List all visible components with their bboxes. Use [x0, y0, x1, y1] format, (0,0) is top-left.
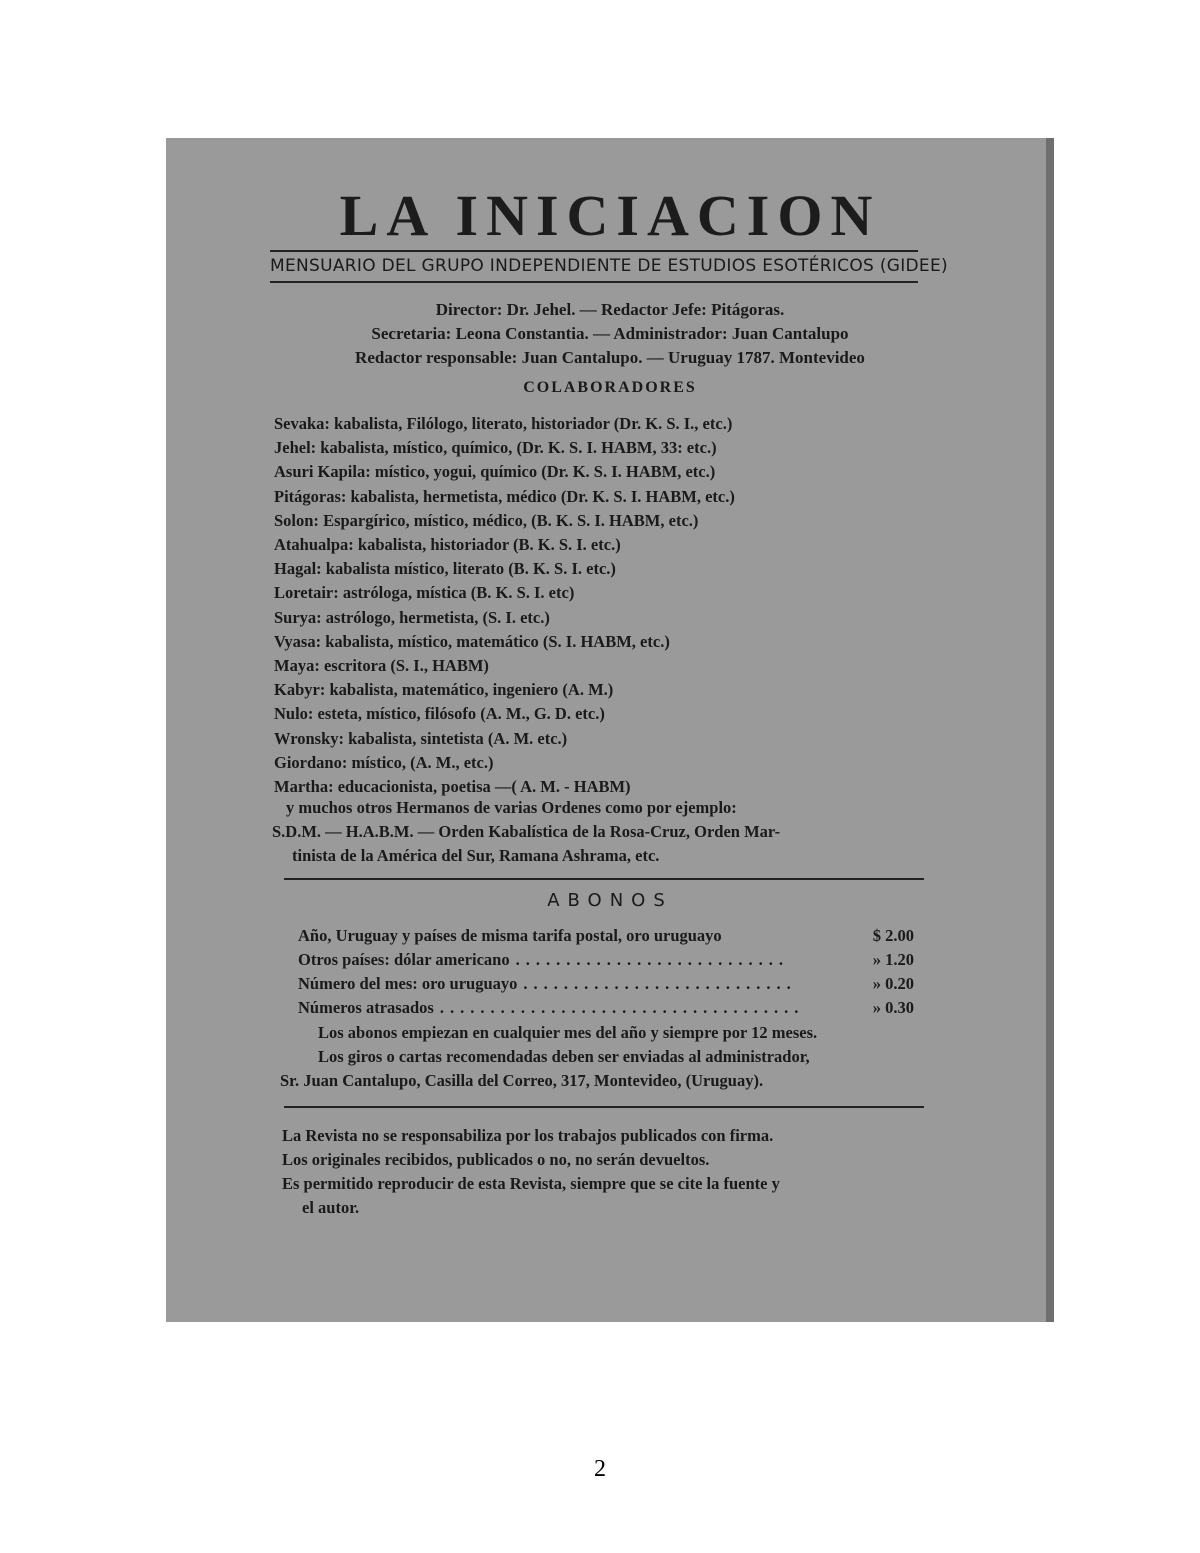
- disclaimer-line: La Revista no se responsabiliza por los trabajos publicados con firma.: [282, 1126, 774, 1145]
- abonos-note: Los abonos empiezan en cualquier mes del año y siempre por 12 meses.: [318, 1023, 818, 1042]
- price-row: [298, 948, 914, 972]
- colaborador-desc: astrólogo, hermetista, (S. I. etc.): [325, 607, 550, 627]
- list-item: [274, 654, 974, 678]
- colaborador-desc: educacionista, poetisa —( A. M. - HABM): [337, 777, 631, 797]
- colaborador-desc: místico, yogui, químico (Dr. K. S. I. HABM, etc.): [374, 462, 716, 482]
- colaborador-desc: escritora (S. I., HABM): [323, 656, 489, 676]
- colaborador-name: Pitágoras:: [274, 486, 347, 506]
- colaborador-desc: astróloga, mística (B. K. S. I. etc): [342, 583, 575, 603]
- list-item: [274, 460, 974, 484]
- colaboradores-list: [274, 412, 974, 799]
- staff-block: [166, 298, 1054, 370]
- colaborador-name: Hagal:: [274, 559, 322, 579]
- colaborador-desc: místico, (A. M., etc.): [351, 752, 494, 772]
- masthead-subtitle: MENSUARIO DEL GRUPO INDEPENDIENTE DE ESTUDIOS ESOTÉRICOS (GIDEE): [270, 256, 948, 276]
- masthead-rule-bottom: [270, 281, 918, 283]
- abonos-note: Los giros o cartas recomendadas deben ser enviadas al administrador,: [318, 1047, 810, 1066]
- list-item: [274, 727, 974, 751]
- colaborador-name: Vyasa:: [274, 631, 322, 651]
- ordenes-line: tinista de la América del Sur, Ramana Ashrama, etc.: [292, 846, 660, 865]
- colaborador-name: Sevaka:: [274, 414, 330, 433]
- colaborador-desc: kabalista, místico, químico, (Dr. K. S. I. HABM, 33: etc.): [320, 438, 717, 458]
- list-item: [274, 702, 974, 726]
- abonos-notes: [280, 1021, 940, 1093]
- price-value: » 1.20: [872, 950, 914, 969]
- price-label: Números atrasados: [298, 998, 434, 1017]
- section-divider: [284, 878, 924, 880]
- ordenes-line: y muchos otros Hermanos de varias Ordenes como por ejemplo:: [286, 798, 737, 817]
- dot-leader: ....................................: [439, 998, 805, 1017]
- list-item: [274, 436, 974, 460]
- list-item: [274, 678, 974, 702]
- colaborador-name: Atahualpa:: [274, 535, 354, 555]
- list-item: [274, 581, 974, 605]
- list-item: [274, 412, 974, 436]
- page-number: 2: [594, 1456, 606, 1482]
- colaborador-desc: kabalista, Filólogo, literato, historiador (Dr. K. S. I., etc.): [334, 414, 733, 433]
- price-row: [298, 996, 914, 1020]
- price-value: » 0.30: [872, 998, 914, 1017]
- colaborador-name: Giordano:: [274, 752, 348, 772]
- list-item: [274, 509, 974, 533]
- price-value: » 0.20: [872, 974, 914, 993]
- disclaimer-line: Es permitido reproducir de esta Revista, siempre que se cite la fuente y: [282, 1174, 780, 1193]
- colaborador-name: Asuri Kapila:: [274, 462, 371, 482]
- dot-leader: ...........................: [515, 950, 789, 969]
- staff-line: Redactor responsable: Juan Cantalupo. — Uruguay 1787. Montevideo: [355, 348, 865, 367]
- colaboradores-heading: COLABORADORES: [523, 379, 697, 396]
- price-label: Año, Uruguay y países de misma tarifa postal, oro uruguayo: [298, 926, 722, 945]
- price-row: [298, 924, 914, 948]
- colaborador-name: Jehel:: [274, 438, 317, 458]
- price-row: [298, 972, 914, 996]
- staff-line: Secretaria: Leona Constantia. — Administrador: Juan Cantalupo: [371, 324, 849, 343]
- price-label: Otros países: dólar americano: [298, 950, 510, 969]
- colaborador-desc: kabalista, matemático, ingeniero (A. M.): [329, 680, 614, 700]
- ordenes-paragraph: [272, 796, 972, 868]
- colaborador-desc: Espargírico, místico, médico, (B. K. S. I. HABM, etc.): [323, 510, 699, 530]
- dot-leader: ...........................: [523, 974, 797, 993]
- abonos-price-list: [298, 924, 914, 1020]
- colaborador-desc: kabalista, sintetista (A. M. etc.): [348, 728, 568, 748]
- list-item: [274, 557, 974, 581]
- masthead-rule-top: [270, 250, 918, 252]
- colaborador-desc: kabalista, hermetista, médico (Dr. K. S. I. HABM, etc.): [350, 486, 735, 506]
- list-item: [274, 751, 974, 775]
- colaborador-name: Wronsky:: [274, 728, 344, 748]
- abonos-note: Sr. Juan Cantalupo, Casilla del Correo, 317, Montevideo, (Uruguay).: [280, 1071, 764, 1090]
- staff-line: Director: Dr. Jehel. — Redactor Jefe: Pitágoras.: [435, 300, 785, 319]
- colaborador-desc: kabalista, historiador (B. K. S. I. etc.): [357, 535, 621, 555]
- disclaimer-line: Los originales recibidos, publicados o no, no serán devueltos.: [282, 1150, 710, 1169]
- scanned-page: [166, 138, 1054, 1322]
- masthead-title: LA INICIACION: [339, 183, 881, 248]
- list-item: [274, 485, 974, 509]
- section-divider: [284, 1106, 924, 1108]
- colaborador-desc: esteta, místico, filósofo (A. M., G. D. etc.): [317, 704, 605, 724]
- colaborador-desc: kabalista, místico, matemático (S. I. HABM, etc.): [325, 631, 670, 651]
- list-item: [274, 606, 974, 630]
- colaborador-name: Martha:: [274, 777, 334, 797]
- ordenes-line: S.D.M. — H.A.B.M. — Orden Kabalística de la Rosa-Cruz, Orden Mar-: [272, 822, 781, 841]
- disclaimer-block: [282, 1124, 942, 1220]
- colaborador-name: Nulo:: [274, 704, 314, 724]
- abonos-heading: ABONOS: [547, 890, 673, 911]
- colaborador-name: Maya:: [274, 656, 320, 676]
- colaborador-desc: kabalista místico, literato (B. K. S. I. etc.): [325, 559, 616, 579]
- colaborador-name: Solon:: [274, 510, 319, 530]
- list-item: [274, 533, 974, 557]
- price-label: Número del mes: oro uruguayo: [298, 974, 518, 993]
- colaborador-name: Surya:: [274, 607, 322, 627]
- list-item: [274, 630, 974, 654]
- colaborador-name: Loretair:: [274, 583, 339, 603]
- disclaimer-line: el autor.: [302, 1198, 360, 1217]
- price-value: $ 2.00: [872, 926, 914, 945]
- colaborador-name: Kabyr:: [274, 680, 326, 700]
